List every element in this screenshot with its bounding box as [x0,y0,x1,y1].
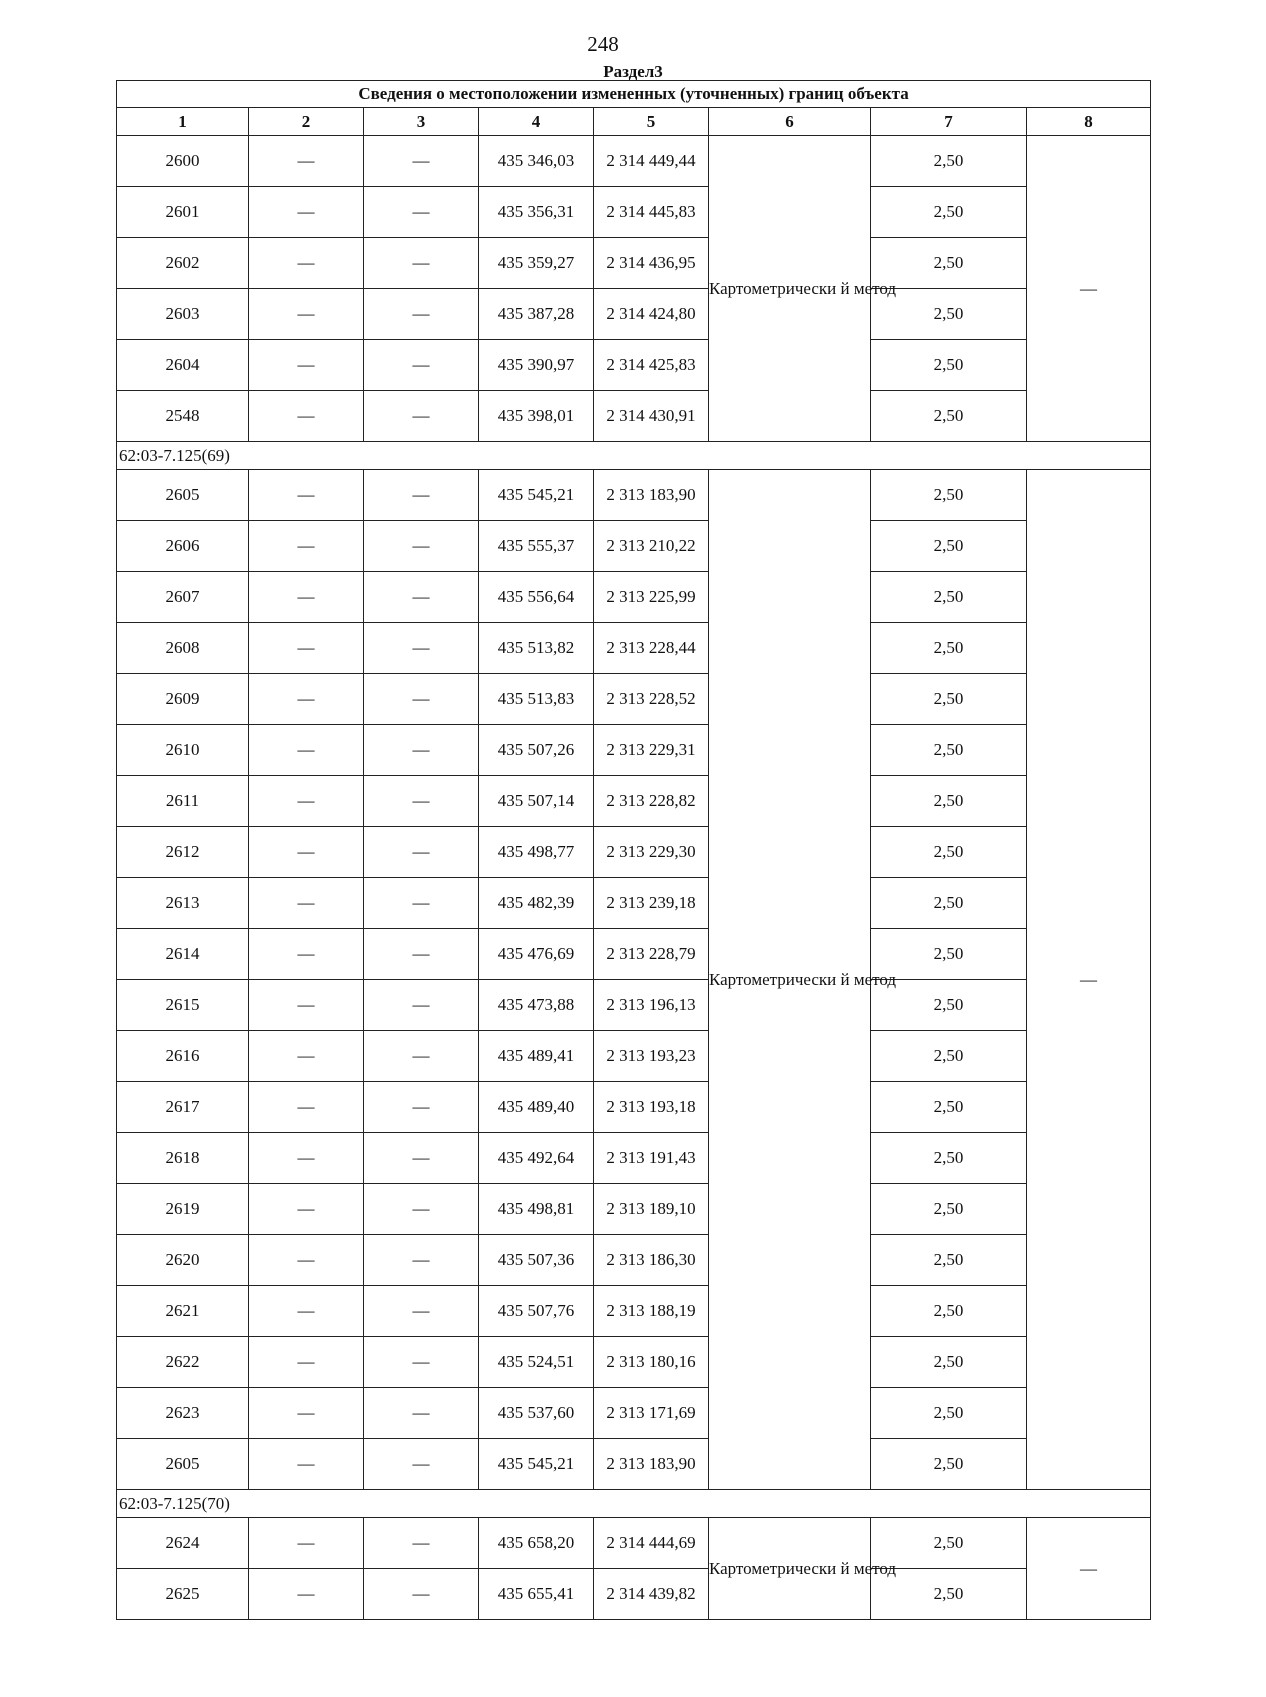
col8-value: — [1027,136,1151,442]
point-number: 2625 [117,1569,249,1620]
col3-value: — [364,572,479,623]
x-coordinate: 435 359,27 [479,238,594,289]
column-header: 8 [1027,108,1151,136]
accuracy-value: 2,50 [871,391,1027,442]
accuracy-value: 2,50 [871,827,1027,878]
column-header: 4 [479,108,594,136]
col3-value: — [364,1133,479,1184]
y-coordinate: 2 313 180,16 [594,1337,709,1388]
accuracy-value: 2,50 [871,623,1027,674]
y-coordinate: 2 313 171,69 [594,1388,709,1439]
point-number: 2612 [117,827,249,878]
col2-value: — [249,1518,364,1569]
table-body [117,81,1151,1620]
y-coordinate: 2 313 229,31 [594,725,709,776]
table-row [117,674,1151,725]
col3-value: — [364,1184,479,1235]
col3-value: — [364,725,479,776]
x-coordinate: 435 390,97 [479,340,594,391]
method-cell: Картометрически й метод [709,136,871,442]
col3-value: — [364,391,479,442]
x-coordinate: 435 356,31 [479,187,594,238]
col3-value: — [364,1031,479,1082]
x-coordinate: 435 482,39 [479,878,594,929]
point-number: 2621 [117,1286,249,1337]
accuracy-value: 2,50 [871,340,1027,391]
accuracy-value: 2,50 [871,187,1027,238]
col8-value: — [1027,470,1151,1490]
col2-value: — [249,1286,364,1337]
col2-value: — [249,1082,364,1133]
parcel-group-row [117,1490,1151,1518]
col2-value: — [249,878,364,929]
x-coordinate: 435 476,69 [479,929,594,980]
point-number: 2617 [117,1082,249,1133]
point-number: 2606 [117,521,249,572]
y-coordinate: 2 313 189,10 [594,1184,709,1235]
parcel-label: 62:03-7.125(69) [117,442,1151,470]
x-coordinate: 435 658,20 [479,1518,594,1569]
table-row [117,980,1151,1031]
accuracy-value: 2,50 [871,1569,1027,1620]
col2-value: — [249,521,364,572]
table-row [117,623,1151,674]
col3-value: — [364,674,479,725]
table-row [117,1031,1151,1082]
point-number: 2602 [117,238,249,289]
point-number: 2611 [117,776,249,827]
column-header: 6 [709,108,871,136]
table-row [117,340,1151,391]
x-coordinate: 435 387,28 [479,289,594,340]
table-row [117,1337,1151,1388]
accuracy-value: 2,50 [871,289,1027,340]
col3-value: — [364,289,479,340]
x-coordinate: 435 507,26 [479,725,594,776]
col2-value: — [249,1569,364,1620]
method-cell: Картометрически й метод [709,1518,871,1620]
table-row [117,725,1151,776]
x-coordinate: 435 489,40 [479,1082,594,1133]
table-row [117,1569,1151,1620]
point-number: 2614 [117,929,249,980]
column-header: 3 [364,108,479,136]
y-coordinate: 2 313 228,79 [594,929,709,980]
accuracy-value: 2,50 [871,1337,1027,1388]
x-coordinate: 435 524,51 [479,1337,594,1388]
page-number: 248 [587,32,619,56]
accuracy-value: 2,50 [871,1439,1027,1490]
x-coordinate: 435 492,64 [479,1133,594,1184]
point-number: 2618 [117,1133,249,1184]
col3-value: — [364,878,479,929]
point-number: 2616 [117,1031,249,1082]
y-coordinate: 2 314 449,44 [594,136,709,187]
table-row [117,1518,1151,1569]
table-row [117,929,1151,980]
col3-value: — [364,1388,479,1439]
table-row [117,1388,1151,1439]
col2-value: — [249,340,364,391]
y-coordinate: 2 313 229,30 [594,827,709,878]
accuracy-value: 2,50 [871,1286,1027,1337]
x-coordinate: 435 655,41 [479,1569,594,1620]
y-coordinate: 2 313 196,13 [594,980,709,1031]
point-number: 2623 [117,1388,249,1439]
col2-value: — [249,1439,364,1490]
col3-value: — [364,1235,479,1286]
y-coordinate: 2 313 186,30 [594,1235,709,1286]
col2-value: — [249,1337,364,1388]
y-coordinate: 2 314 436,95 [594,238,709,289]
col3-value: — [364,1439,479,1490]
y-coordinate: 2 314 424,80 [594,289,709,340]
col2-value: — [249,776,364,827]
table-caption-row [117,81,1151,108]
y-coordinate: 2 314 425,83 [594,340,709,391]
x-coordinate: 435 556,64 [479,572,594,623]
col3-value: — [364,929,479,980]
point-number: 2604 [117,340,249,391]
y-coordinate: 2 313 188,19 [594,1286,709,1337]
column-number-row [117,108,1151,136]
table-row [117,1286,1151,1337]
x-coordinate: 435 498,77 [479,827,594,878]
col2-value: — [249,674,364,725]
col2-value: — [249,980,364,1031]
x-coordinate: 435 507,76 [479,1286,594,1337]
table-caption: Сведения о местоположении измененных (уточненных) границ объекта [117,81,1151,108]
x-coordinate: 435 473,88 [479,980,594,1031]
x-coordinate: 435 545,21 [479,470,594,521]
x-coordinate: 435 498,81 [479,1184,594,1235]
col3-value: — [364,340,479,391]
col3-value: — [364,1569,479,1620]
point-number: 2607 [117,572,249,623]
table-row [117,827,1151,878]
table-row [117,878,1151,929]
column-header: 1 [117,108,249,136]
table-row [117,521,1151,572]
col2-value: — [249,929,364,980]
x-coordinate: 435 513,82 [479,623,594,674]
col3-value: — [364,470,479,521]
accuracy-value: 2,50 [871,1184,1027,1235]
point-number: 2619 [117,1184,249,1235]
table-row [117,1082,1151,1133]
point-number: 2613 [117,878,249,929]
col2-value: — [249,289,364,340]
point-number: 2620 [117,1235,249,1286]
col2-value: — [249,1133,364,1184]
accuracy-value: 2,50 [871,521,1027,572]
x-coordinate: 435 513,83 [479,674,594,725]
y-coordinate: 2 313 228,52 [594,674,709,725]
col3-value: — [364,1518,479,1569]
point-number: 2622 [117,1337,249,1388]
y-coordinate: 2 313 210,22 [594,521,709,572]
y-coordinate: 2 314 439,82 [594,1569,709,1620]
col2-value: — [249,1388,364,1439]
col3-value: — [364,187,479,238]
col2-value: — [249,725,364,776]
y-coordinate: 2 313 228,82 [594,776,709,827]
accuracy-value: 2,50 [871,929,1027,980]
point-number: 2548 [117,391,249,442]
point-number: 2605 [117,470,249,521]
accuracy-value: 2,50 [871,1082,1027,1133]
point-number: 2601 [117,187,249,238]
accuracy-value: 2,50 [871,136,1027,187]
col2-value: — [249,470,364,521]
y-coordinate: 2 313 193,18 [594,1082,709,1133]
col2-value: — [249,623,364,674]
col2-value: — [249,827,364,878]
table-row [117,470,1151,521]
x-coordinate: 435 545,21 [479,1439,594,1490]
accuracy-value: 2,50 [871,674,1027,725]
point-number: 2610 [117,725,249,776]
accuracy-value: 2,50 [871,1388,1027,1439]
table-row [117,1133,1151,1184]
table-row [117,572,1151,623]
accuracy-value: 2,50 [871,1031,1027,1082]
method-cell: Картометрически й метод [709,470,871,1490]
col2-value: — [249,572,364,623]
col8-value: — [1027,1518,1151,1620]
x-coordinate: 435 489,41 [479,1031,594,1082]
col2-value: — [249,1031,364,1082]
y-coordinate: 2 313 183,90 [594,470,709,521]
col3-value: — [364,238,479,289]
accuracy-value: 2,50 [871,470,1027,521]
y-coordinate: 2 313 191,43 [594,1133,709,1184]
x-coordinate: 435 398,01 [479,391,594,442]
y-coordinate: 2 313 239,18 [594,878,709,929]
table-row [117,289,1151,340]
parcel-group-row [117,442,1151,470]
accuracy-value: 2,50 [871,980,1027,1031]
col2-value: — [249,136,364,187]
col3-value: — [364,1082,479,1133]
point-number: 2609 [117,674,249,725]
point-number: 2600 [117,136,249,187]
point-number: 2605 [117,1439,249,1490]
point-number: 2624 [117,1518,249,1569]
col3-value: — [364,827,479,878]
table-row [117,238,1151,289]
col3-value: — [364,136,479,187]
y-coordinate: 2 313 228,44 [594,623,709,674]
col2-value: — [249,1235,364,1286]
column-header: 2 [249,108,364,136]
y-coordinate: 2 313 193,23 [594,1031,709,1082]
section-title: Раздел3 [603,62,663,81]
col2-value: — [249,238,364,289]
x-coordinate: 435 346,03 [479,136,594,187]
col3-value: — [364,1286,479,1337]
table-row [117,1184,1151,1235]
column-header: 5 [594,108,709,136]
y-coordinate: 2 313 183,90 [594,1439,709,1490]
parcel-label: 62:03-7.125(70) [117,1490,1151,1518]
point-number: 2608 [117,623,249,674]
table-row [117,1235,1151,1286]
column-header: 7 [871,108,1027,136]
col2-value: — [249,391,364,442]
accuracy-value: 2,50 [871,1235,1027,1286]
point-number: 2615 [117,980,249,1031]
point-number: 2603 [117,289,249,340]
table-row [117,776,1151,827]
col3-value: — [364,623,479,674]
accuracy-value: 2,50 [871,238,1027,289]
col3-value: — [364,776,479,827]
col2-value: — [249,187,364,238]
accuracy-value: 2,50 [871,725,1027,776]
col3-value: — [364,521,479,572]
accuracy-value: 2,50 [871,776,1027,827]
col3-value: — [364,980,479,1031]
x-coordinate: 435 507,14 [479,776,594,827]
y-coordinate: 2 314 444,69 [594,1518,709,1569]
y-coordinate: 2 314 430,91 [594,391,709,442]
x-coordinate: 435 507,36 [479,1235,594,1286]
table-row [117,136,1151,187]
table-row [117,187,1151,238]
y-coordinate: 2 313 225,99 [594,572,709,623]
table-row [117,391,1151,442]
accuracy-value: 2,50 [871,1133,1027,1184]
col3-value: — [364,1337,479,1388]
accuracy-value: 2,50 [871,572,1027,623]
boundary-points-table [116,80,1151,1620]
accuracy-value: 2,50 [871,1518,1027,1569]
y-coordinate: 2 314 445,83 [594,187,709,238]
col2-value: — [249,1184,364,1235]
x-coordinate: 435 555,37 [479,521,594,572]
table-row [117,1439,1151,1490]
x-coordinate: 435 537,60 [479,1388,594,1439]
accuracy-value: 2,50 [871,878,1027,929]
